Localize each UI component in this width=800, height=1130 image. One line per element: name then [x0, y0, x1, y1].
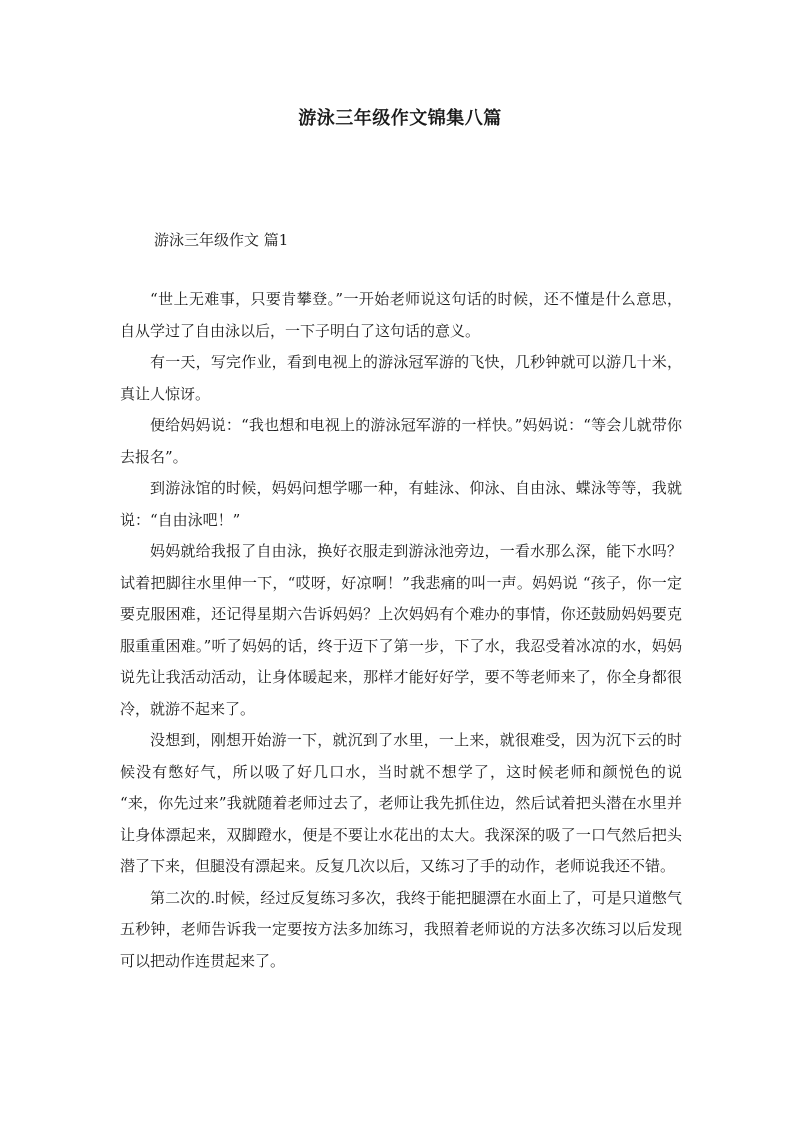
paragraph: 便给妈妈说：“我也想和电视上的游泳冠军游的一样快。”妈妈说：“等会儿就带你去报名”。: [120, 416, 682, 466]
paragraph: 有一天，写完作业，看到电视上的游泳冠军游的飞快，几秒钟就可以游几十米，真让人惊讶。: [120, 353, 682, 403]
section-heading: 游泳三年级作文 篇1: [154, 231, 289, 249]
document-title: 游泳三年级作文锦集八篇: [298, 108, 502, 129]
paragraph: 到游泳馆的时候，妈妈问想学哪一种，有蛙泳、仰泳、自由泳、蝶泳等等，我就说：“自由泳吧！”: [120, 479, 682, 529]
paragraph: 第二次的.时候，经过反复练习多次，我终于能把腿漂在水面上了，可是只道憋气五秒钟，老师告诉我一定要按方法多加练习，我照着老师说的方法多次练习以后发现可以把动作连贯起来了。: [120, 888, 682, 970]
document-body: [120, 284, 682, 977]
paragraph: 没想到，刚想开始游一下，就沉到了水里，一上来，就很难受，因为沉下云的时候没有憋好气，所以吸了好几口水，当时就不想学了，这时候老师和颜悦色的说 “来，你先过来”我就随着老师过去了，老师让我先抓住边，然后试着把头潜在水里并让身体漂起来，双脚蹬水，便是不要让水花出的太大。我深深的吸了一口气然后把头潜了下来，但腿没有漂起来。反复几次以后，又练习了手的动作，老师说我还不错。: [120, 731, 682, 875]
paragraph: “世上无难事，只要肯攀登。”一开始老师说这句话的时候，还不懂是什么意思，自从学过了自由泳以后，一下子明白了这句话的意义。: [120, 290, 682, 340]
paragraph: 妈妈就给我报了自由泳，换好衣服走到游泳池旁边，一看水那么深，能下水吗？试着把脚往水里伸一下，“哎呀，好凉啊！”我悲痛的叫一声。妈妈说 “孩子，你一定要克服困难，还记得星期六告诉妈妈？上次妈妈有个难办的事情，你还鼓励妈妈要克服重重困难。”听了妈妈的话，终于迈下了第一步，下了水，我忍受着冰凉的水，妈妈说先让我活动活动，让身体暖起来，那样才能好好学，要不等老师来了，你全身都很冷，就游不起来了。: [120, 542, 682, 718]
